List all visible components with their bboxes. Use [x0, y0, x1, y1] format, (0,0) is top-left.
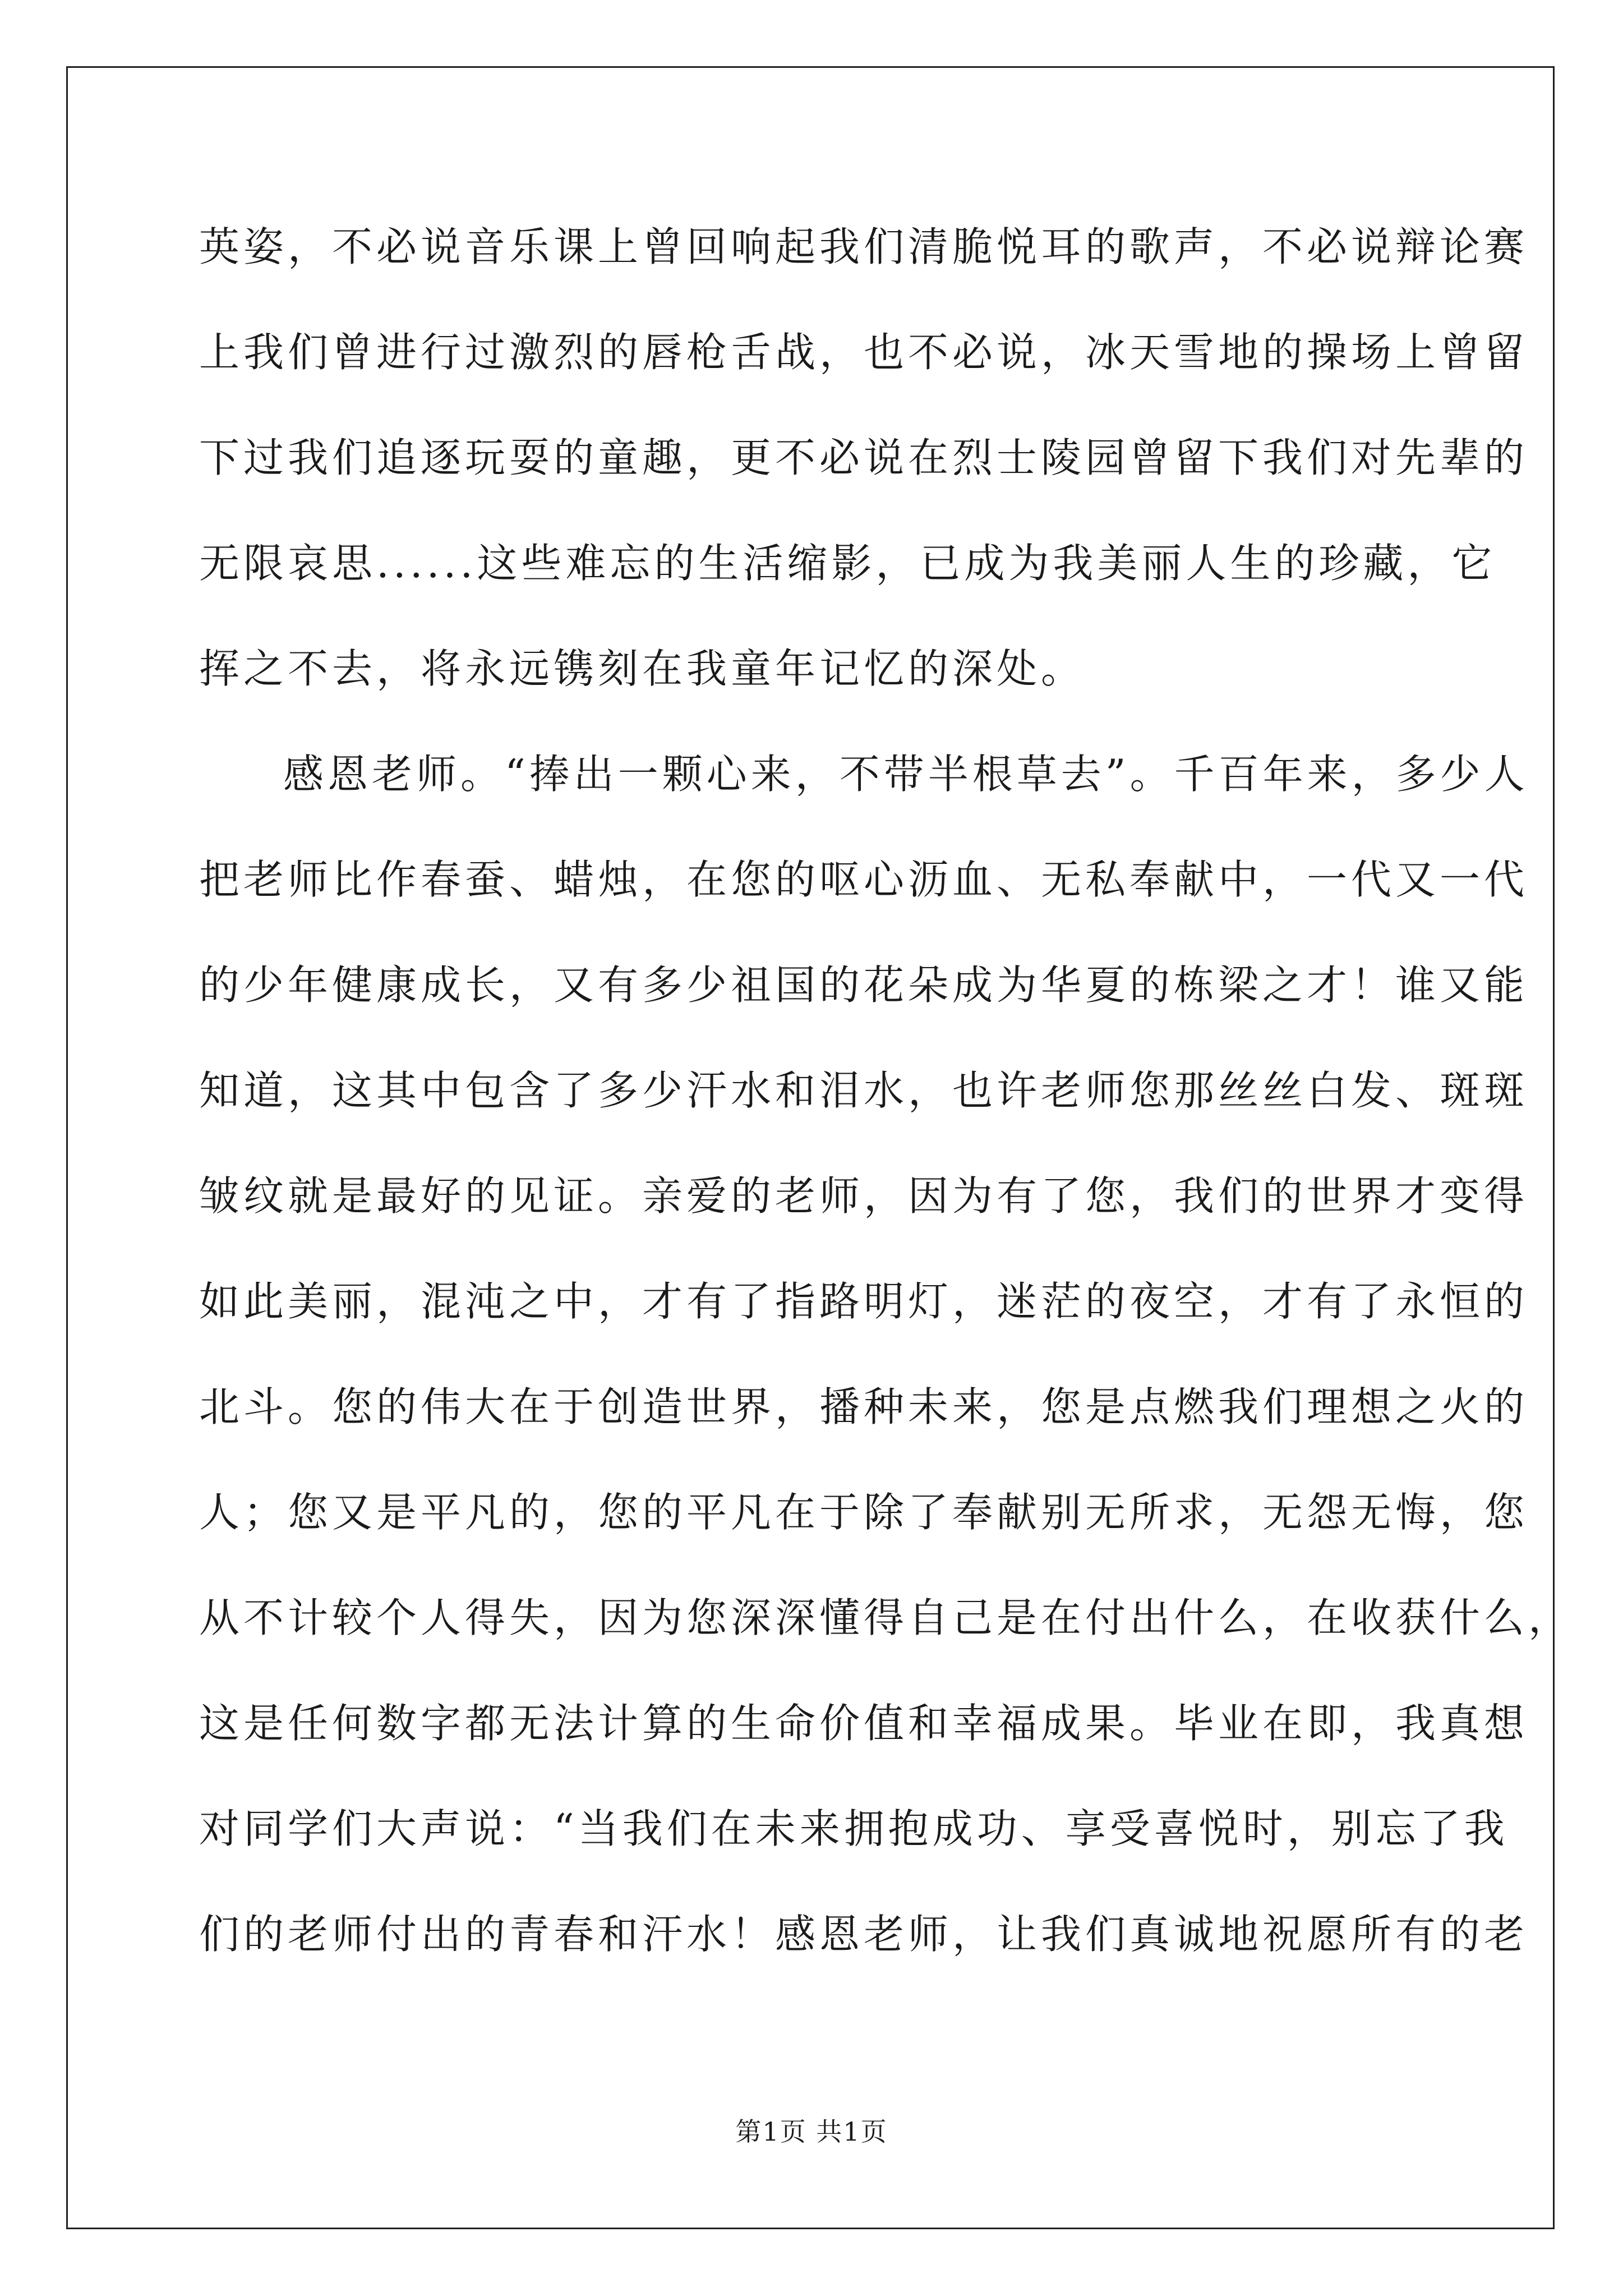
paragraph-2-line-12: 们的老师付出的青春和汗水！感恩老师，让我们真诚地祝愿所有的老	[199, 1911, 1529, 1958]
paragraph-2-line-3: 的少年健康成长，又有多少祖国的花朵成为华夏的栋梁之才！谁又能	[199, 961, 1529, 1009]
paragraph-1-line-1: 英姿，不必说音乐课上曾回响起我们清脆悦耳的歌声，不必说辩论赛	[199, 223, 1529, 270]
page-border	[66, 66, 1573, 2229]
paragraph-2-line-4: 知道，这其中包含了多少汗水和泪水，也许老师您那丝丝白发、斑斑	[199, 1067, 1529, 1114]
paragraph-1-line-2: 上我们曾进行过激烈的唇枪舌战，也不必说，冰天雪地的操场上曾留	[199, 329, 1529, 376]
paragraph-2-line-9: 从不计较个人得失，因为您深深懂得自己是在付出什么，在收获什么，	[199, 1594, 1573, 1641]
paragraph-2-line-7: 北斗。您的伟大在于创造世界，播种未来，您是点燃我们理想之火的	[199, 1383, 1529, 1430]
paragraph-2-line-10: 这是任何数字都无法计算的生命价值和幸福成果。毕业在即，我真想	[199, 1700, 1529, 1747]
paragraph-2-line-2: 把老师比作春蚕、蜡烛，在您的呕心沥血、无私奉献中，一代又一代	[199, 856, 1529, 903]
paragraph-1-line-5: 挥之不去，将永远镌刻在我童年记忆的深处。	[199, 645, 1086, 692]
paragraph-1-line-4: 无限哀思......这些难忘的生活缩影，已成为我美丽人生的珍藏，它	[199, 540, 1496, 587]
paragraph-2-line-8: 人；您又是平凡的，您的平凡在于除了奉献别无所求，无怨无悔，您	[199, 1489, 1529, 1536]
paragraph-2-line-1: 感恩老师。“捧出一颗心来，不带半根草去”。千百年来，多少人	[283, 751, 1529, 798]
page-number-footer: 第1页 共1页	[735, 2116, 888, 2147]
paragraph-2-line-5: 皱纹就是最好的见证。亲爱的老师，因为有了您，我们的世界才变得	[199, 1172, 1529, 1220]
paragraph-1-line-3: 下过我们追逐玩耍的童趣，更不必说在烈士陵园曾留下我们对先辈的	[199, 434, 1529, 481]
paragraph-2-line-11: 对同学们大声说：“当我们在未来拥抱成功、享受喜悦时，别忘了我	[199, 1805, 1509, 1852]
paragraph-2-line-6: 如此美丽，混沌之中，才有了指路明灯，迷茫的夜空，才有了永恒的	[199, 1278, 1529, 1325]
